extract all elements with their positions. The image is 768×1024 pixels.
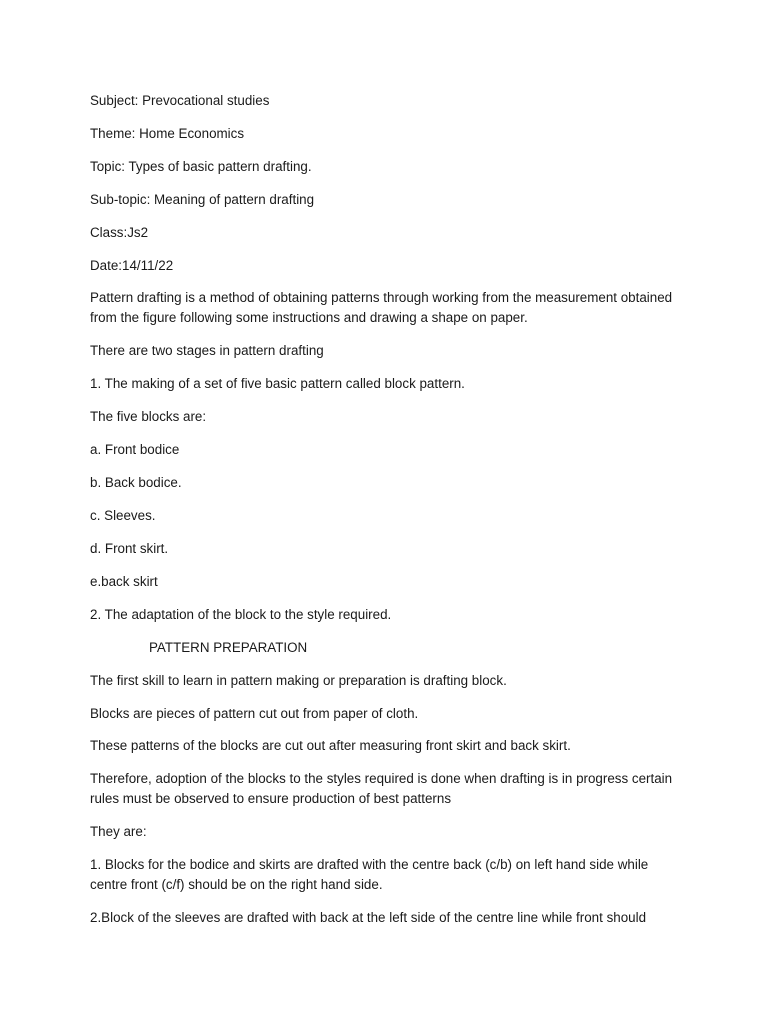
stages-intro: There are two stages in pattern drafting [90, 343, 324, 358]
stage-two: 2. The adaptation of the block to the style required. [90, 607, 392, 622]
section-heading: PATTERN PREPARATION [149, 640, 308, 655]
rule-two: 2.Block of the sleeves are drafted with back at the left side of the centre line while front should [90, 910, 647, 925]
subject-line: Subject: Prevocational studies [90, 93, 270, 108]
prep-paragraph-1: The first skill to learn in pattern making or preparation is drafting block. [90, 673, 507, 688]
topic-line: Topic: Types of basic pattern drafting. [90, 159, 312, 174]
class-line: Class:Js2 [90, 225, 149, 240]
prep-paragraph-2: Blocks are pieces of pattern cut out from paper of cloth. [90, 706, 419, 721]
subtopic-line: Sub-topic: Meaning of pattern drafting [90, 192, 315, 207]
block-item: e.back skirt [90, 574, 158, 589]
rule-one: 1. Blocks for the bodice and skirts are drafted with the centre back (c/b) on left hand side while centre front (c/f) should be on the right hand side. [90, 857, 649, 892]
definition-paragraph: Pattern drafting is a method of obtaining patterns through working from the measurement obtained from the figure following some instructions and drawing a shape on paper. [90, 290, 673, 325]
theme-line: Theme: Home Economics [90, 126, 245, 141]
block-item: b. Back bodice. [90, 475, 182, 490]
stage-one: 1. The making of a set of five basic pattern called block pattern. [90, 376, 465, 391]
prep-paragraph-3: These patterns of the blocks are cut out after measuring front skirt and back skirt. [90, 738, 571, 753]
rules-intro: They are: [90, 824, 147, 839]
block-item: c. Sleeves. [90, 508, 156, 523]
block-item: d. Front skirt. [90, 541, 169, 556]
blocks-intro: The five blocks are: [90, 409, 207, 424]
block-item: a. Front bodice [90, 442, 180, 457]
prep-paragraph-4: Therefore, adoption of the blocks to the styles required is done when drafting is in progress certain rules must be observed to ensure production of best patterns [90, 771, 673, 806]
date-line: Date:14/11/22 [90, 258, 174, 273]
